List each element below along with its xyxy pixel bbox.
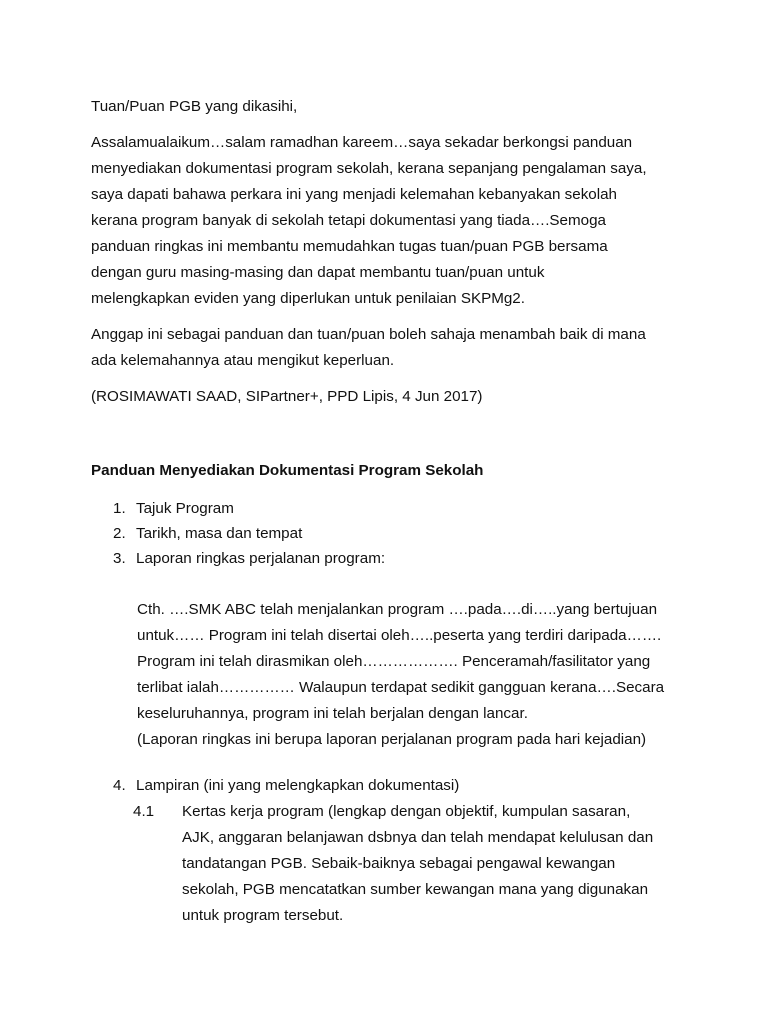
list-number: 1.	[113, 500, 126, 517]
list-text: Tajuk Program	[136, 500, 234, 517]
intro-line: saya dapati bahawa perkara ini yang menjadi kelemahan kebanyakan sekolah	[91, 186, 618, 203]
list-text: Lampiran (ini yang melengkapkan dokumentasi)	[136, 777, 460, 794]
intro-line: dengan guru masing-masing dan dapat membantu tuan/puan untuk	[91, 264, 545, 281]
example-line: (Laporan ringkas ini berupa laporan perjalanan program pada hari kejadian)	[137, 731, 647, 748]
list-number: 2.	[113, 525, 126, 542]
note-line: Anggap ini sebagai panduan dan tuan/puan boleh sahaja menambah baik di mana	[91, 326, 646, 343]
example-line: untuk…… Program ini telah disertai oleh…..peserta yang terdiri daripada…….	[137, 627, 662, 644]
list-text: Laporan ringkas perjalanan program:	[136, 550, 386, 567]
section-heading: Panduan Menyediakan Dokumentasi Program Sekolah	[91, 462, 484, 479]
list-text: Tarikh, masa dan tempat	[136, 525, 303, 542]
intro-line: Assalamualaikum…salam ramadhan kareem…saya sekadar berkongsi panduan	[91, 134, 633, 151]
list-number: 3.	[113, 550, 126, 567]
subitem-line: AJK, anggaran belanjawan dsbnya dan telah mendapat kelulusan dan	[182, 829, 654, 846]
intro-line: panduan ringkas ini membantu memudahkan tugas tuan/puan PGB bersama	[91, 238, 608, 255]
note-paragraph	[91, 322, 691, 374]
intro-line: kerana program banyak di sekolah tetapi dokumentasi yang tiada….Semoga	[91, 212, 606, 229]
example-report	[137, 597, 664, 753]
example-line: Cth. ….SMK ABC telah menjalankan program ….pada….di…..yang bertujuan	[137, 601, 658, 618]
intro-paragraph	[91, 130, 691, 312]
list-item	[113, 773, 459, 799]
example-line: Program ini telah dirasmikan oleh………………. Penceramah/fasilitator yang	[137, 653, 651, 670]
subitem-line: sekolah, PGB mencatatkan sumber kewangan mana yang digunakan	[182, 881, 649, 898]
list-item	[113, 521, 302, 547]
greeting: Tuan/Puan PGB yang dikasihi,	[91, 98, 298, 115]
intro-line: menyediakan dokumentasi program sekolah, kerana sepanjang pengalaman saya,	[91, 160, 647, 177]
example-line: terlibat ialah…………… Walaupun terdapat sedikit gangguan kerana….Secara	[137, 679, 665, 696]
list-item	[113, 496, 234, 522]
subitem-line: untuk program tersebut.	[182, 907, 344, 924]
attribution: (ROSIMAWATI SAAD, SIPartner+, PPD Lipis, 4 Jun 2017)	[91, 388, 483, 405]
list-number: 4.	[113, 777, 126, 794]
list-item	[113, 546, 385, 572]
intro-line: melengkapkan eviden yang diperlukan untuk penilaian SKPMg2.	[91, 290, 525, 307]
example-line: keseluruhannya, program ini telah berjalan dengan lancar.	[137, 705, 528, 722]
note-line: ada kelemahannya atau mengikut keperluan.	[91, 352, 395, 369]
subitem-number: 4.1	[133, 803, 155, 820]
subitem-line: Kertas kerja program (lengkap dengan objektif, kumpulan sasaran,	[182, 803, 631, 820]
subitem-line: tandatangan PGB. Sebaik-baiknya sebagai pengawal kewangan	[182, 855, 616, 872]
subitem-text	[182, 799, 653, 929]
